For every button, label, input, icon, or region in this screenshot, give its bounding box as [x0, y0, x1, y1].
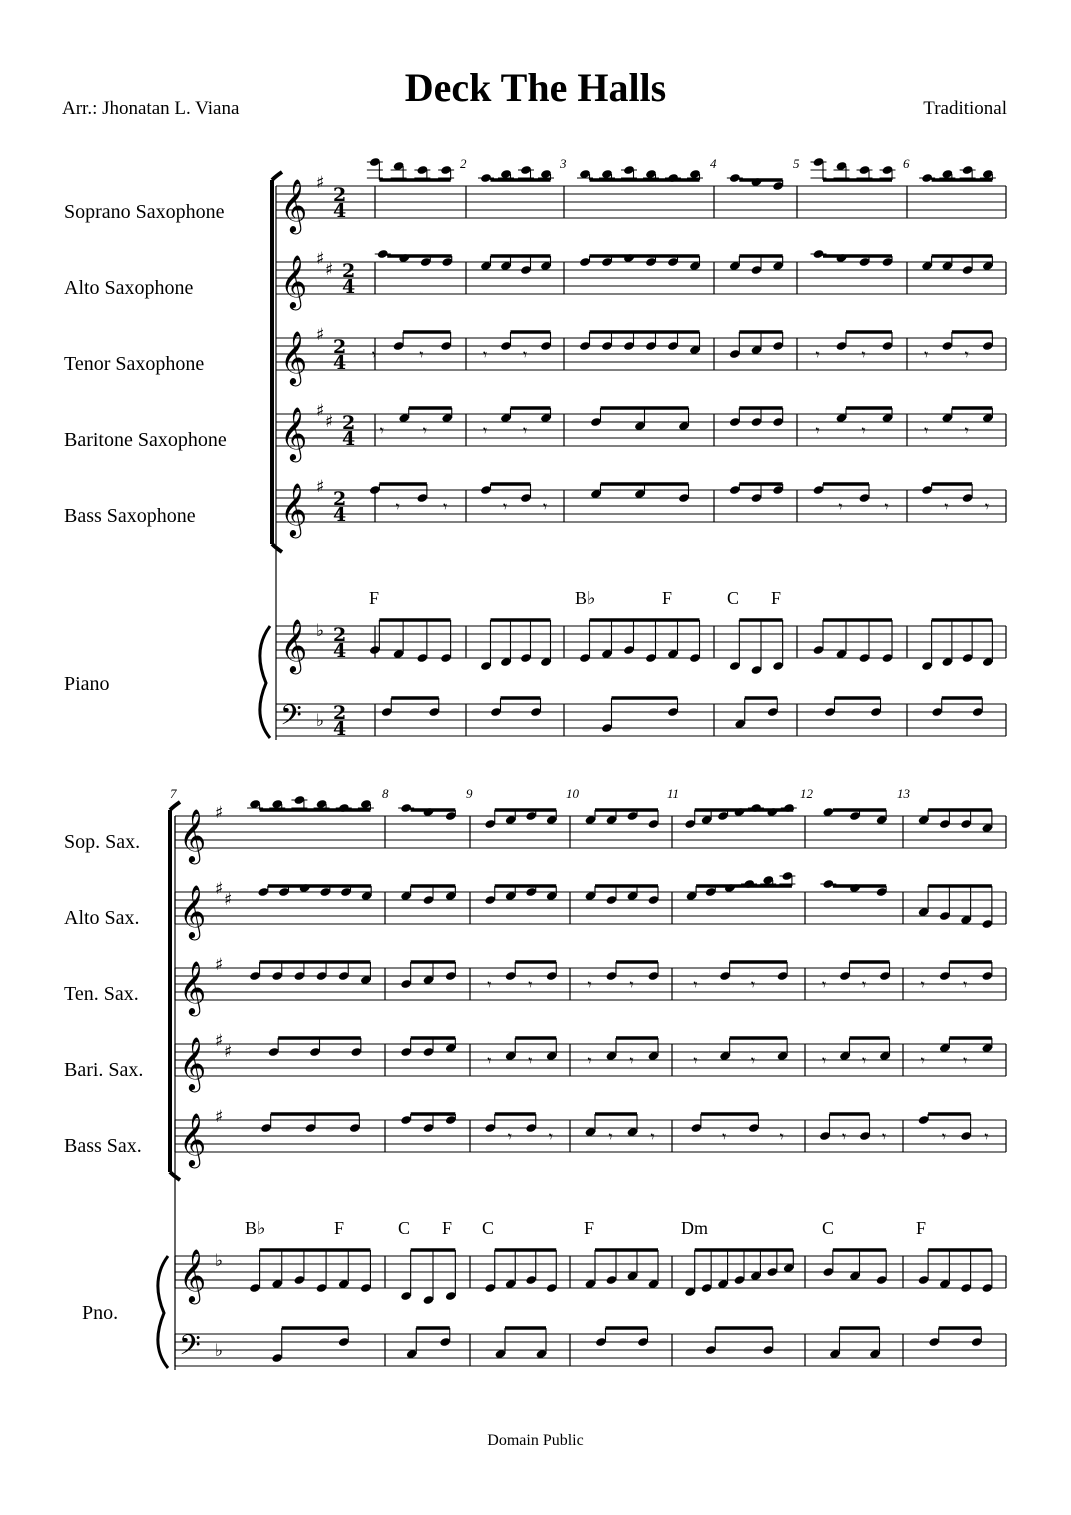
eighth-rest-icon: 𝄾: [862, 975, 867, 994]
eighth-rest-icon: 𝄾: [395, 497, 400, 516]
eighth-rest-icon: 𝄾: [924, 345, 929, 364]
eighth-rest-icon: 𝄾: [693, 975, 698, 994]
eighth-rest-icon: 𝄾: [964, 345, 969, 364]
flat-icon: ♭: [215, 1341, 224, 1361]
staff: [175, 1248, 1006, 1305]
eighth-rest-icon: 𝄾: [422, 421, 428, 440]
chord-symbol: C: [727, 588, 740, 608]
eighth-rest-icon: 𝄾: [822, 975, 827, 994]
eighth-rest-icon: 𝄾: [587, 975, 592, 994]
measure-number: 6: [903, 156, 910, 171]
eighth-rest-icon: 𝄾: [528, 975, 533, 994]
score-title: Deck The Halls: [404, 65, 667, 110]
chord-symbol: C: [398, 1218, 411, 1238]
sharp-icon: ♯: [325, 412, 334, 432]
instrument-label: Bass Saxophone: [64, 505, 196, 527]
piano-brace: [158, 1256, 168, 1368]
instrument-label: Sop. Sax.: [64, 831, 141, 853]
sharp-icon: ♯: [215, 803, 224, 823]
time-signature-top: 2: [333, 336, 347, 358]
treble-clef-icon: 𝄞: [179, 1112, 207, 1166]
sharp-icon: ♯: [316, 325, 325, 345]
eighth-rest-icon: 𝄾: [842, 1127, 847, 1146]
eighth-rest-icon: 𝄾: [861, 421, 866, 440]
instrument-label: Piano: [64, 673, 110, 695]
time-signature-bottom: 4: [333, 718, 347, 740]
eighth-rest-icon: 𝄾: [487, 1051, 492, 1070]
chord-symbol: C: [822, 1218, 835, 1238]
eighth-rest-icon: 𝄾: [822, 1051, 827, 1070]
treble-clef-icon: 𝄞: [280, 482, 308, 536]
piano-brace: [260, 626, 270, 738]
footer-copyright: Domain Public: [487, 1432, 584, 1449]
staff: [175, 1107, 1006, 1168]
chord-symbol: B♭: [575, 588, 596, 608]
sharp-icon: ♯: [325, 260, 334, 280]
eighth-rest-icon: 𝄾: [629, 975, 634, 994]
eighth-rest-icon: 𝄾: [528, 1051, 533, 1070]
sharp-icon: ♯: [215, 879, 224, 899]
sharp-icon: ♯: [316, 401, 325, 421]
chord-symbol: Dm: [681, 1218, 708, 1238]
staff: [276, 325, 1006, 386]
time-signature-top: 2: [333, 702, 347, 724]
instrument-label: Baritone Saxophone: [64, 429, 227, 451]
staff: [276, 698, 1006, 740]
time-signature-top: 2: [333, 488, 347, 510]
composer-credit: Traditional: [923, 98, 1007, 119]
treble-clef-icon: 𝄞: [179, 884, 207, 938]
eighth-rest-icon: 𝄾: [419, 345, 424, 364]
instrument-label: Alto Saxophone: [64, 277, 194, 299]
time-signature-top: 2: [333, 624, 347, 646]
eighth-rest-icon: 𝄾: [815, 345, 820, 364]
measure-number: 12: [800, 786, 813, 801]
staff: [175, 955, 1006, 1016]
eighth-rest-icon: 𝄾: [523, 421, 528, 440]
eighth-rest-icon: 𝄾: [483, 345, 488, 364]
eighth-rest-icon: 𝄾: [963, 1051, 968, 1070]
eighth-rest-icon: 𝄾: [882, 1127, 887, 1146]
eighth-rest-icon: 𝄾: [862, 1051, 867, 1070]
time-signature-top: 2: [342, 260, 356, 282]
staff: [175, 795, 1006, 864]
measure-number: 8: [382, 786, 389, 801]
staff: [276, 618, 1006, 675]
treble-clef-icon: 𝄞: [179, 960, 207, 1014]
chord-symbol: F: [334, 1218, 345, 1238]
treble-clef-icon: 𝄞: [280, 178, 308, 232]
sharp-icon: ♯: [215, 1107, 224, 1127]
time-signature-top: 2: [333, 184, 347, 206]
eighth-rest-icon: 𝄾: [944, 497, 949, 516]
measure-number: 5: [793, 156, 800, 171]
eighth-rest-icon: 𝄾: [815, 421, 820, 440]
treble-clef-icon: 𝄞: [280, 254, 308, 308]
instrument-label: Pno.: [82, 1302, 119, 1324]
sharp-icon: ♯: [316, 477, 325, 497]
instrument-label: Bass Sax.: [64, 1135, 142, 1157]
eighth-rest-icon: 𝄾: [371, 345, 377, 364]
flat-icon: ♭: [215, 1251, 224, 1271]
eighth-rest-icon: 𝄾: [920, 975, 925, 994]
bass-clef-icon: 𝄢: [179, 1329, 201, 1369]
eighth-rest-icon: 𝄾: [503, 497, 508, 516]
staff: [175, 871, 1006, 940]
chord-symbol: B♭: [245, 1218, 266, 1238]
measure-number: 11: [667, 786, 680, 801]
time-signature-bottom: 4: [333, 640, 347, 662]
flat-icon: ♭: [316, 621, 325, 641]
treble-clef-icon: 𝄞: [280, 618, 308, 672]
staff: [276, 157, 1006, 234]
treble-clef-icon: 𝄞: [280, 330, 308, 384]
arranger-credit: Arr.: Jhonatan L. Viana: [62, 98, 240, 119]
measure-number: 10: [566, 786, 579, 801]
eighth-rest-icon: 𝄾: [964, 421, 969, 440]
measure-number: 2: [460, 156, 467, 171]
eighth-rest-icon: 𝄾: [722, 1127, 727, 1146]
eighth-rest-icon: 𝄾: [779, 1127, 784, 1146]
time-signature-bottom: 4: [333, 352, 347, 374]
eighth-rest-icon: 𝄾: [884, 497, 889, 516]
eighth-rest-icon: 𝄾: [483, 421, 488, 440]
eighth-rest-icon: 𝄾: [548, 1127, 554, 1146]
eighth-rest-icon: 𝄾: [920, 1051, 925, 1070]
sharp-icon: ♯: [224, 1042, 233, 1062]
eighth-rest-icon: 𝄾: [750, 975, 756, 994]
treble-clef-icon: 𝄞: [179, 808, 207, 862]
chord-symbol: F: [771, 588, 782, 608]
treble-clef-icon: 𝄞: [280, 406, 308, 460]
eighth-rest-icon: 𝄾: [507, 1127, 513, 1146]
flat-icon: ♭: [316, 711, 325, 731]
eighth-rest-icon: 𝄾: [523, 345, 528, 364]
sharp-icon: ♯: [316, 173, 325, 193]
instrument-label: Bari. Sax.: [64, 1059, 144, 1081]
eighth-rest-icon: 𝄾: [487, 975, 492, 994]
eighth-rest-icon: 𝄾: [379, 421, 385, 440]
time-signature-bottom: 4: [333, 504, 347, 526]
eighth-rest-icon: 𝄾: [608, 1127, 613, 1146]
eighth-rest-icon: 𝄾: [941, 1127, 947, 1146]
chord-symbol: F: [369, 588, 380, 608]
staff: [276, 401, 1006, 462]
measure-number: 9: [466, 786, 473, 801]
instrument-label: Tenor Saxophone: [64, 353, 205, 375]
eighth-rest-icon: 𝄾: [543, 497, 548, 516]
measure-number: 13: [897, 786, 910, 801]
time-signature-bottom: 4: [333, 200, 347, 222]
sharp-icon: ♯: [224, 890, 233, 910]
measure-number: 7: [170, 786, 177, 801]
eighth-rest-icon: 𝄾: [984, 497, 990, 516]
sharp-icon: ♯: [316, 249, 325, 269]
instrument-label: Ten. Sax.: [64, 983, 139, 1005]
chord-symbol: F: [442, 1218, 453, 1238]
time-signature-top: 2: [342, 412, 356, 434]
eighth-rest-icon: 𝄾: [629, 1051, 634, 1070]
staff: [175, 1328, 1006, 1369]
staff: [175, 1031, 1006, 1092]
staff: [276, 249, 1006, 310]
treble-clef-icon: 𝄞: [179, 1036, 207, 1090]
sharp-icon: ♯: [215, 1031, 224, 1051]
eighth-rest-icon: 𝄾: [750, 1051, 756, 1070]
eighth-rest-icon: 𝄾: [963, 975, 968, 994]
eighth-rest-icon: 𝄾: [650, 1127, 655, 1146]
time-signature-bottom: 4: [342, 276, 356, 298]
chord-symbol: F: [916, 1218, 927, 1238]
instrument-label: Alto Sax.: [64, 907, 140, 929]
eighth-rest-icon: 𝄾: [587, 1051, 592, 1070]
eighth-rest-icon: 𝄾: [443, 497, 448, 516]
chord-symbol: C: [482, 1218, 495, 1238]
sharp-icon: ♯: [215, 955, 224, 975]
staff: [276, 477, 1006, 538]
eighth-rest-icon: 𝄾: [693, 1051, 698, 1070]
instrument-label: Soprano Saxophone: [64, 201, 225, 223]
time-signature-bottom: 4: [342, 428, 356, 450]
treble-clef-icon: 𝄞: [179, 1248, 207, 1302]
measure-number: 4: [710, 156, 717, 171]
chord-symbol: F: [584, 1218, 595, 1238]
eighth-rest-icon: 𝄾: [838, 497, 843, 516]
bass-clef-icon: 𝄢: [280, 699, 302, 739]
eighth-rest-icon: 𝄾: [984, 1127, 989, 1146]
chord-symbol: F: [662, 588, 673, 608]
eighth-rest-icon: 𝄾: [924, 421, 929, 440]
measure-number: 3: [560, 156, 567, 171]
eighth-rest-icon: 𝄾: [861, 345, 866, 364]
